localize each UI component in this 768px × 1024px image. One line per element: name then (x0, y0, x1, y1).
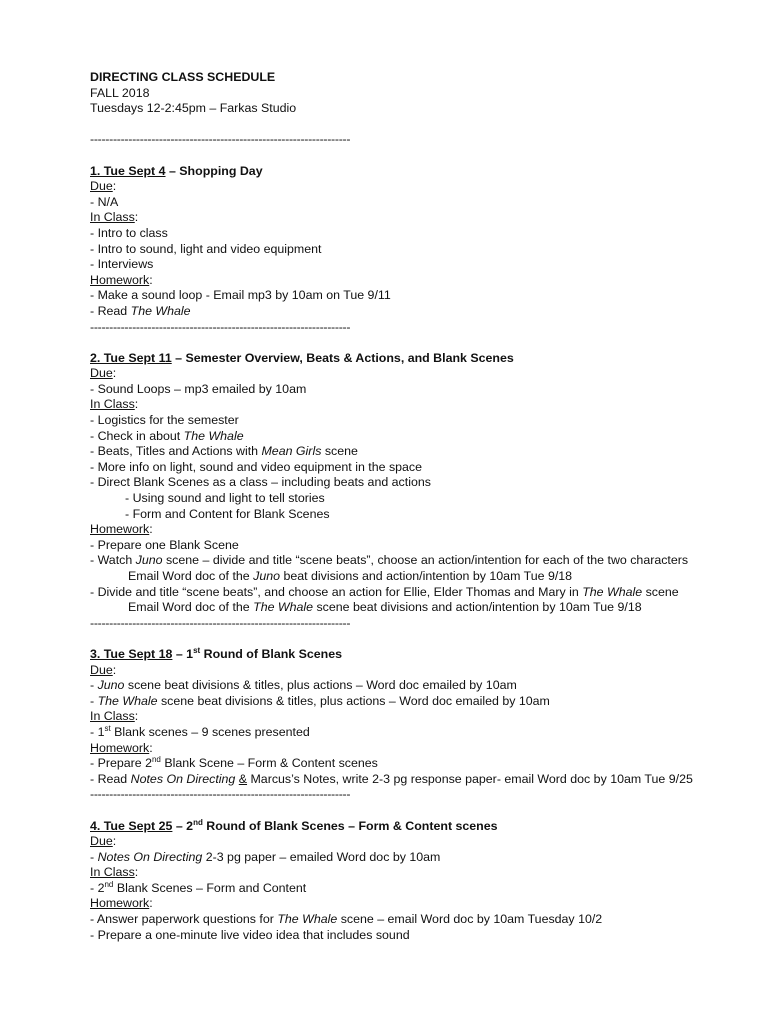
list-item: - Intro to sound, light and video equipment (90, 241, 322, 256)
list-item: - Direct Blank Scenes as a class – including beats and actions (90, 475, 431, 490)
session-3-heading: 3. Tue Sept 18 – 1st Round of Blank Scenes (90, 645, 343, 661)
in-class-label: In Class: (90, 865, 139, 880)
in-class-label: In Class: (90, 709, 139, 724)
session-1-heading: 1. Tue Sept 4 – Shopping Day (90, 163, 263, 178)
session-date: 1. Tue Sept 4 (90, 163, 166, 178)
homework-label: Homework: (90, 272, 153, 287)
session-date: 3. Tue Sept 18 (90, 646, 173, 661)
sub-list-item: Email Word doc of the Juno beat divisions and action/intention by 10am Tue 9/18 (128, 569, 573, 583)
list-item: - Prepare a one-minute live video idea that includes sound (90, 927, 410, 942)
sub-list-item: - Form and Content for Blank Scenes (125, 506, 330, 521)
list-item: - Interviews (90, 257, 154, 272)
list-item: - More info on light, sound and video equipment in the space (90, 459, 423, 474)
list-item: - 2nd Blank Scenes – Form and Content (90, 879, 307, 895)
session-date: 2. Tue Sept 11 (90, 350, 172, 365)
homework-label: Homework: (90, 522, 153, 537)
session-topic: Round of Blank Scenes – Form & Content scenes (202, 818, 498, 833)
list-item: - Sound Loops – mp3 emailed by 10am (90, 381, 307, 396)
list-item: - Intro to class (90, 225, 168, 240)
spacer (90, 148, 748, 164)
list-item: - Juno scene beat divisions & titles, plus actions – Word doc emailed by 10am (90, 678, 517, 693)
term-label: FALL 2018 (90, 85, 150, 100)
sub-list-item: Email Word doc of the The Whale scene beat divisions and action/intention by 10am Tue 9/18 (128, 600, 642, 615)
list-item: - N/A (90, 194, 119, 209)
session-topic: Shopping Day (179, 163, 263, 178)
divider-rule: -------------------------------------------------------------------- (90, 319, 351, 334)
homework-label: Homework: (90, 896, 153, 911)
meeting-info: Tuesdays 12-2:45pm – Farkas Studio (90, 101, 297, 116)
document-title: DIRECTING CLASS SCHEDULE (90, 70, 276, 84)
list-item: - Read Notes On Directing & Marcus’s Notes, write 2-3 pg response paper- email Word doc by 10am Tue 9/25 (90, 771, 693, 786)
list-item: - Make a sound loop - Email mp3 by 10am on Tue 9/11 (90, 288, 391, 303)
session-topic: Semester Overview, Beats & Actions, and Blank Scenes (185, 350, 514, 365)
spacer (90, 335, 748, 351)
divider-rule: -------------------------------------------------------------------- (90, 132, 351, 147)
in-class-label: In Class: (90, 397, 139, 412)
list-item: - Beats, Titles and Actions with Mean Girls scene (90, 444, 358, 459)
spacer (90, 117, 748, 133)
due-label: Due: (90, 179, 117, 194)
list-item: - Notes On Directing 2-3 pg paper – emailed Word doc by 10am (90, 849, 441, 864)
spacer (90, 803, 748, 819)
due-label: Due: (90, 366, 117, 381)
sub-list-item: - Using sound and light to tell stories (125, 491, 325, 506)
list-item: - Prepare one Blank Scene (90, 537, 239, 552)
in-class-label: In Class: (90, 210, 139, 225)
list-item: - Answer paperwork questions for The Whale scene – email Word doc by 10am Tuesday 10/2 (90, 912, 603, 927)
homework-label: Homework: (90, 740, 153, 755)
list-item: - Read The Whale (90, 303, 191, 318)
list-item: - 1st Blank scenes – 9 scenes presented (90, 723, 310, 739)
list-item: - The Whale scene beat divisions & titles, plus actions – Word doc emailed by 10am (90, 693, 550, 708)
divider-rule: -------------------------------------------------------------------- (90, 787, 351, 802)
list-item: - Check in about The Whale (90, 428, 244, 443)
list-item: - Prepare 2nd Blank Scene – Form & Content scenes (90, 755, 378, 771)
spacer (90, 631, 748, 647)
list-item: - Watch Juno scene – divide and title “scene beats”, choose an action/intention for each of the two characters (90, 553, 689, 568)
due-label: Due: (90, 834, 117, 849)
list-item: - Logistics for the semester (90, 413, 239, 428)
session-date: 4. Tue Sept 25 (90, 818, 173, 833)
session-topic: Round of Blank Scenes (200, 646, 343, 661)
list-item: - Divide and title “scene beats”, and choose an action for Ellie, Elder Thomas and Mary in The Whale scene (90, 584, 679, 599)
session-4-heading: 4. Tue Sept 25 – 2nd Round of Blank Scenes – Form & Content scenes (90, 817, 498, 833)
divider-rule: -------------------------------------------------------------------- (90, 615, 351, 630)
due-label: Due: (90, 662, 117, 677)
session-2-heading: 2. Tue Sept 11 – Semester Overview, Beats & Actions, and Blank Scenes (90, 350, 514, 365)
